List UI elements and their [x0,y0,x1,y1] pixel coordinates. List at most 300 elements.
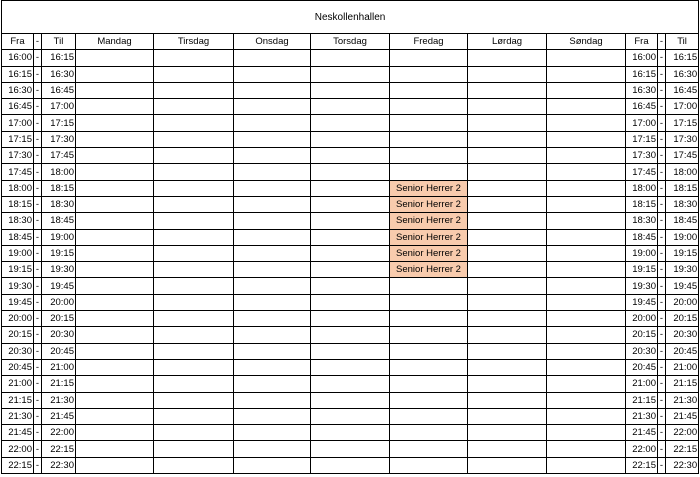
slot-dash-right: - [658,376,666,392]
slot-to-right: 22:30 [666,457,699,473]
slot-cell-sondag [547,311,626,327]
slot-from-left: 19:00 [2,245,34,261]
slot-cell-onsdag [234,131,311,147]
slot-cell-torsdag [311,115,390,131]
slot-from-left: 21:00 [2,376,34,392]
slot-from-right: 16:45 [626,99,658,115]
slot-to-left: 19:00 [42,229,76,245]
slot-dash-right: - [658,196,666,212]
slot-cell-torsdag [311,262,390,278]
slot-cell-torsdag [311,66,390,82]
slot-cell-onsdag [234,359,311,375]
slot-cell-mandag [76,66,154,82]
slot-cell-mandag [76,50,154,66]
slot-cell-mandag [76,392,154,408]
slot-cell-sondag [547,441,626,457]
slot-cell-sondag [547,278,626,294]
slot-cell-tirsdag [154,115,234,131]
slot-cell-onsdag [234,408,311,424]
slot-cell-fredag [390,441,468,457]
header-day-sondag: Søndag [547,34,626,50]
slot-cell-sondag [547,164,626,180]
slot-to-left: 20:00 [42,294,76,310]
slot-from-left: 16:00 [2,50,34,66]
slot-from-left: 17:30 [2,148,34,164]
slot-cell-onsdag [234,457,311,473]
schedule-title: Neskollenhallen [2,1,699,34]
slot-from-left: 16:15 [2,66,34,82]
slot-cell-tirsdag [154,131,234,147]
slot-dash-left: - [34,425,42,441]
slot-cell-sondag [547,115,626,131]
time-slot-row [2,392,699,408]
slot-dash-left: - [34,82,42,98]
slot-cell-lordag [468,425,547,441]
slot-dash-right: - [658,131,666,147]
slot-cell-tirsdag [154,376,234,392]
slot-cell-fredag [390,359,468,375]
slot-cell-tirsdag [154,180,234,196]
slot-to-right: 21:15 [666,376,699,392]
slot-from-right: 17:30 [626,148,658,164]
time-slot-row [2,99,699,115]
slot-from-left: 20:45 [2,359,34,375]
slot-cell-mandag [76,245,154,261]
slot-cell-sondag [547,131,626,147]
slot-cell-lordag [468,359,547,375]
slot-cell-onsdag [234,343,311,359]
slot-from-left: 16:30 [2,82,34,98]
header-day-torsdag: Torsdag [311,34,390,50]
time-slot-row [2,294,699,310]
slot-from-left: 19:45 [2,294,34,310]
slot-cell-tirsdag [154,343,234,359]
slot-cell-mandag [76,294,154,310]
slot-cell-mandag [76,311,154,327]
slot-dash-right: - [658,441,666,457]
slot-cell-lordag [468,392,547,408]
slot-to-left: 16:45 [42,82,76,98]
slot-from-left: 20:30 [2,343,34,359]
time-slot-row [2,164,699,180]
slot-cell-onsdag [234,229,311,245]
slot-to-left: 18:30 [42,196,76,212]
slot-to-right: 18:30 [666,196,699,212]
slot-from-left: 20:15 [2,327,34,343]
slot-cell-tirsdag [154,441,234,457]
slot-from-right: 18:45 [626,229,658,245]
slot-from-right: 18:00 [626,180,658,196]
slot-to-right: 19:00 [666,229,699,245]
slot-cell-fredag [390,457,468,473]
slot-cell-lordag [468,66,547,82]
slot-cell-onsdag [234,66,311,82]
slot-cell-tirsdag [154,82,234,98]
slot-dash-right: - [658,294,666,310]
slot-cell-mandag [76,359,154,375]
slot-cell-mandag [76,148,154,164]
slot-to-left: 21:15 [42,376,76,392]
time-slot-row [2,213,699,229]
slot-dash-left: - [34,327,42,343]
slot-from-right: 21:15 [626,392,658,408]
slot-cell-sondag [547,262,626,278]
slot-to-right: 22:15 [666,441,699,457]
slot-dash-left: - [34,99,42,115]
slot-cell-onsdag [234,425,311,441]
slot-from-right: 20:00 [626,311,658,327]
slot-from-left: 22:00 [2,441,34,457]
slot-cell-lordag [468,441,547,457]
slot-to-right: 20:45 [666,343,699,359]
slot-to-right: 18:15 [666,180,699,196]
slot-cell-tirsdag [154,359,234,375]
slot-cell-lordag [468,245,547,261]
slot-dash-left: - [34,50,42,66]
slot-to-left: 18:45 [42,213,76,229]
slot-cell-onsdag [234,180,311,196]
slot-from-right: 17:00 [626,115,658,131]
slot-dash-right: - [658,164,666,180]
booking-cell-fredag: Senior Herrer 2 [390,180,468,196]
time-slot-row [2,457,699,473]
slot-cell-sondag [547,180,626,196]
slot-cell-mandag [76,115,154,131]
slot-to-right: 20:00 [666,294,699,310]
slot-from-right: 16:00 [626,50,658,66]
time-slot-row [2,66,699,82]
slot-from-left: 17:15 [2,131,34,147]
slot-cell-onsdag [234,196,311,212]
slot-dash-right: - [658,99,666,115]
slot-cell-tirsdag [154,294,234,310]
slot-from-right: 19:15 [626,262,658,278]
slot-to-left: 18:15 [42,180,76,196]
slot-cell-fredag [390,164,468,180]
slot-cell-sondag [547,425,626,441]
slot-cell-torsdag [311,278,390,294]
slot-cell-mandag [76,229,154,245]
slot-dash-right: - [658,392,666,408]
slot-cell-torsdag [311,82,390,98]
slot-dash-left: - [34,229,42,245]
slot-cell-mandag [76,278,154,294]
slot-cell-sondag [547,245,626,261]
slot-cell-mandag [76,213,154,229]
slot-dash-right: - [658,229,666,245]
time-slot-row [2,196,699,212]
slot-cell-lordag [468,82,547,98]
slot-cell-torsdag [311,148,390,164]
slot-dash-right: - [658,425,666,441]
time-slot-row [2,441,699,457]
slot-cell-fredag [390,311,468,327]
slot-cell-sondag [547,213,626,229]
slot-cell-torsdag [311,180,390,196]
slot-to-right: 19:45 [666,278,699,294]
slot-to-right: 18:45 [666,213,699,229]
slot-cell-mandag [76,82,154,98]
slot-cell-tirsdag [154,164,234,180]
slot-cell-fredag [390,148,468,164]
slot-from-left: 18:30 [2,213,34,229]
time-slot-row [2,278,699,294]
slot-from-left: 22:15 [2,457,34,473]
slot-cell-lordag [468,180,547,196]
slot-cell-onsdag [234,392,311,408]
slot-to-right: 17:30 [666,131,699,147]
slot-cell-torsdag [311,99,390,115]
slot-cell-fredag [390,82,468,98]
slot-to-right: 20:15 [666,311,699,327]
slot-cell-tirsdag [154,245,234,261]
slot-to-right: 19:15 [666,245,699,261]
header-dash-right: - [658,34,666,50]
slot-cell-lordag [468,408,547,424]
slot-cell-lordag [468,294,547,310]
slot-cell-lordag [468,327,547,343]
slot-cell-sondag [547,66,626,82]
slot-dash-right: - [658,50,666,66]
time-slot-row [2,148,699,164]
schedule-table [1,0,699,474]
slot-cell-torsdag [311,294,390,310]
time-slot-row [2,425,699,441]
slot-cell-torsdag [311,164,390,180]
time-slot-row [2,359,699,375]
slot-from-left: 21:45 [2,425,34,441]
slot-from-left: 18:00 [2,180,34,196]
slot-cell-torsdag [311,50,390,66]
header-fra-right: Fra [626,34,658,50]
slot-dash-left: - [34,359,42,375]
time-slot-row [2,131,699,147]
slot-from-left: 18:15 [2,196,34,212]
slot-dash-right: - [658,115,666,131]
slot-cell-onsdag [234,311,311,327]
header-day-tirsdag: Tirsdag [154,34,234,50]
header-fra-left: Fra [2,34,34,50]
slot-cell-torsdag [311,408,390,424]
slot-cell-fredag [390,425,468,441]
slot-cell-sondag [547,82,626,98]
slot-cell-torsdag [311,425,390,441]
slot-cell-tirsdag [154,425,234,441]
slot-cell-sondag [547,148,626,164]
slot-from-left: 19:30 [2,278,34,294]
slot-cell-mandag [76,180,154,196]
time-slot-row [2,82,699,98]
slot-cell-onsdag [234,82,311,98]
slot-cell-lordag [468,229,547,245]
slot-to-right: 22:00 [666,425,699,441]
slot-cell-mandag [76,408,154,424]
slot-to-left: 21:30 [42,392,76,408]
slot-dash-right: - [658,343,666,359]
time-slot-row [2,262,699,278]
booking-cell-fredag: Senior Herrer 2 [390,229,468,245]
slot-to-left: 18:00 [42,164,76,180]
slot-dash-left: - [34,213,42,229]
slot-cell-onsdag [234,278,311,294]
slot-dash-left: - [34,196,42,212]
slot-cell-torsdag [311,196,390,212]
slot-from-left: 21:30 [2,408,34,424]
slot-to-left: 17:30 [42,131,76,147]
slot-cell-sondag [547,343,626,359]
slot-cell-onsdag [234,99,311,115]
slot-cell-fredag [390,278,468,294]
slot-to-left: 20:15 [42,311,76,327]
slot-cell-fredag [390,294,468,310]
slot-dash-right: - [658,66,666,82]
slot-cell-fredag [390,392,468,408]
slot-from-left: 17:45 [2,164,34,180]
slot-cell-torsdag [311,245,390,261]
slot-to-right: 19:30 [666,262,699,278]
slot-cell-fredag [390,66,468,82]
slot-to-left: 21:00 [42,359,76,375]
slot-cell-mandag [76,131,154,147]
slot-to-left: 20:45 [42,343,76,359]
slot-cell-sondag [547,229,626,245]
slot-cell-onsdag [234,376,311,392]
slot-from-right: 22:00 [626,441,658,457]
slot-cell-torsdag [311,343,390,359]
header-til-right: Til [666,34,699,50]
header-day-onsdag: Onsdag [234,34,311,50]
slot-cell-torsdag [311,457,390,473]
slot-to-right: 20:30 [666,327,699,343]
slot-to-left: 21:45 [42,408,76,424]
slot-from-right: 21:00 [626,376,658,392]
slot-cell-tirsdag [154,213,234,229]
slot-cell-onsdag [234,115,311,131]
slot-dash-right: - [658,311,666,327]
time-slot-row [2,408,699,424]
slot-cell-sondag [547,327,626,343]
slot-to-left: 20:30 [42,327,76,343]
slot-cell-lordag [468,148,547,164]
slot-from-left: 21:15 [2,392,34,408]
schedule-body [2,50,699,474]
slot-to-right: 16:15 [666,50,699,66]
slot-dash-right: - [658,359,666,375]
slot-cell-torsdag [311,213,390,229]
header-day-fredag: Fredag [390,34,468,50]
slot-cell-tirsdag [154,50,234,66]
slot-to-right: 18:00 [666,164,699,180]
slot-to-right: 21:00 [666,359,699,375]
slot-from-right: 17:45 [626,164,658,180]
slot-cell-torsdag [311,376,390,392]
header-day-mandag: Mandag [76,34,154,50]
slot-dash-left: - [34,457,42,473]
slot-from-right: 17:15 [626,131,658,147]
slot-to-left: 17:15 [42,115,76,131]
slot-dash-right: - [658,180,666,196]
slot-cell-sondag [547,376,626,392]
slot-cell-fredag [390,376,468,392]
slot-cell-tirsdag [154,99,234,115]
slot-dash-left: - [34,66,42,82]
slot-cell-torsdag [311,131,390,147]
slot-to-right: 16:45 [666,82,699,98]
schedule-sheet [1,0,699,474]
header-dash-left: - [34,34,42,50]
slot-from-left: 17:00 [2,115,34,131]
slot-from-right: 16:15 [626,66,658,82]
slot-cell-mandag [76,441,154,457]
slot-cell-lordag [468,164,547,180]
slot-cell-lordag [468,278,547,294]
slot-from-right: 18:30 [626,213,658,229]
slot-from-left: 20:00 [2,311,34,327]
slot-dash-left: - [34,376,42,392]
slot-cell-tirsdag [154,229,234,245]
slot-cell-onsdag [234,213,311,229]
booking-cell-fredag: Senior Herrer 2 [390,245,468,261]
slot-from-left: 19:15 [2,262,34,278]
slot-cell-tirsdag [154,66,234,82]
header-row [2,34,699,50]
slot-cell-mandag [76,457,154,473]
slot-cell-torsdag [311,359,390,375]
slot-cell-torsdag [311,392,390,408]
slot-to-right: 21:45 [666,408,699,424]
slot-cell-sondag [547,408,626,424]
slot-dash-left: - [34,311,42,327]
slot-dash-right: - [658,82,666,98]
slot-cell-torsdag [311,311,390,327]
slot-to-left: 19:30 [42,262,76,278]
slot-cell-sondag [547,50,626,66]
slot-cell-lordag [468,376,547,392]
slot-cell-mandag [76,425,154,441]
slot-to-left: 22:30 [42,457,76,473]
header-day-lordag: Lørdag [468,34,547,50]
slot-dash-right: - [658,245,666,261]
slot-cell-onsdag [234,327,311,343]
slot-cell-fredag [390,99,468,115]
slot-from-right: 20:30 [626,343,658,359]
slot-cell-lordag [468,196,547,212]
slot-to-left: 22:15 [42,441,76,457]
slot-cell-lordag [468,262,547,278]
slot-cell-fredag [390,50,468,66]
slot-cell-lordag [468,99,547,115]
slot-cell-lordag [468,457,547,473]
slot-from-right: 18:15 [626,196,658,212]
booking-cell-fredag: Senior Herrer 2 [390,213,468,229]
slot-cell-onsdag [234,294,311,310]
slot-cell-tirsdag [154,408,234,424]
time-slot-row [2,311,699,327]
slot-cell-mandag [76,376,154,392]
slot-cell-tirsdag [154,327,234,343]
slot-cell-tirsdag [154,457,234,473]
slot-from-right: 21:30 [626,408,658,424]
slot-dash-left: - [34,441,42,457]
slot-from-right: 19:30 [626,278,658,294]
slot-cell-mandag [76,196,154,212]
slot-from-right: 22:15 [626,457,658,473]
header-til-left: Til [42,34,76,50]
slot-cell-lordag [468,115,547,131]
slot-dash-left: - [34,278,42,294]
time-slot-row [2,343,699,359]
slot-cell-torsdag [311,327,390,343]
